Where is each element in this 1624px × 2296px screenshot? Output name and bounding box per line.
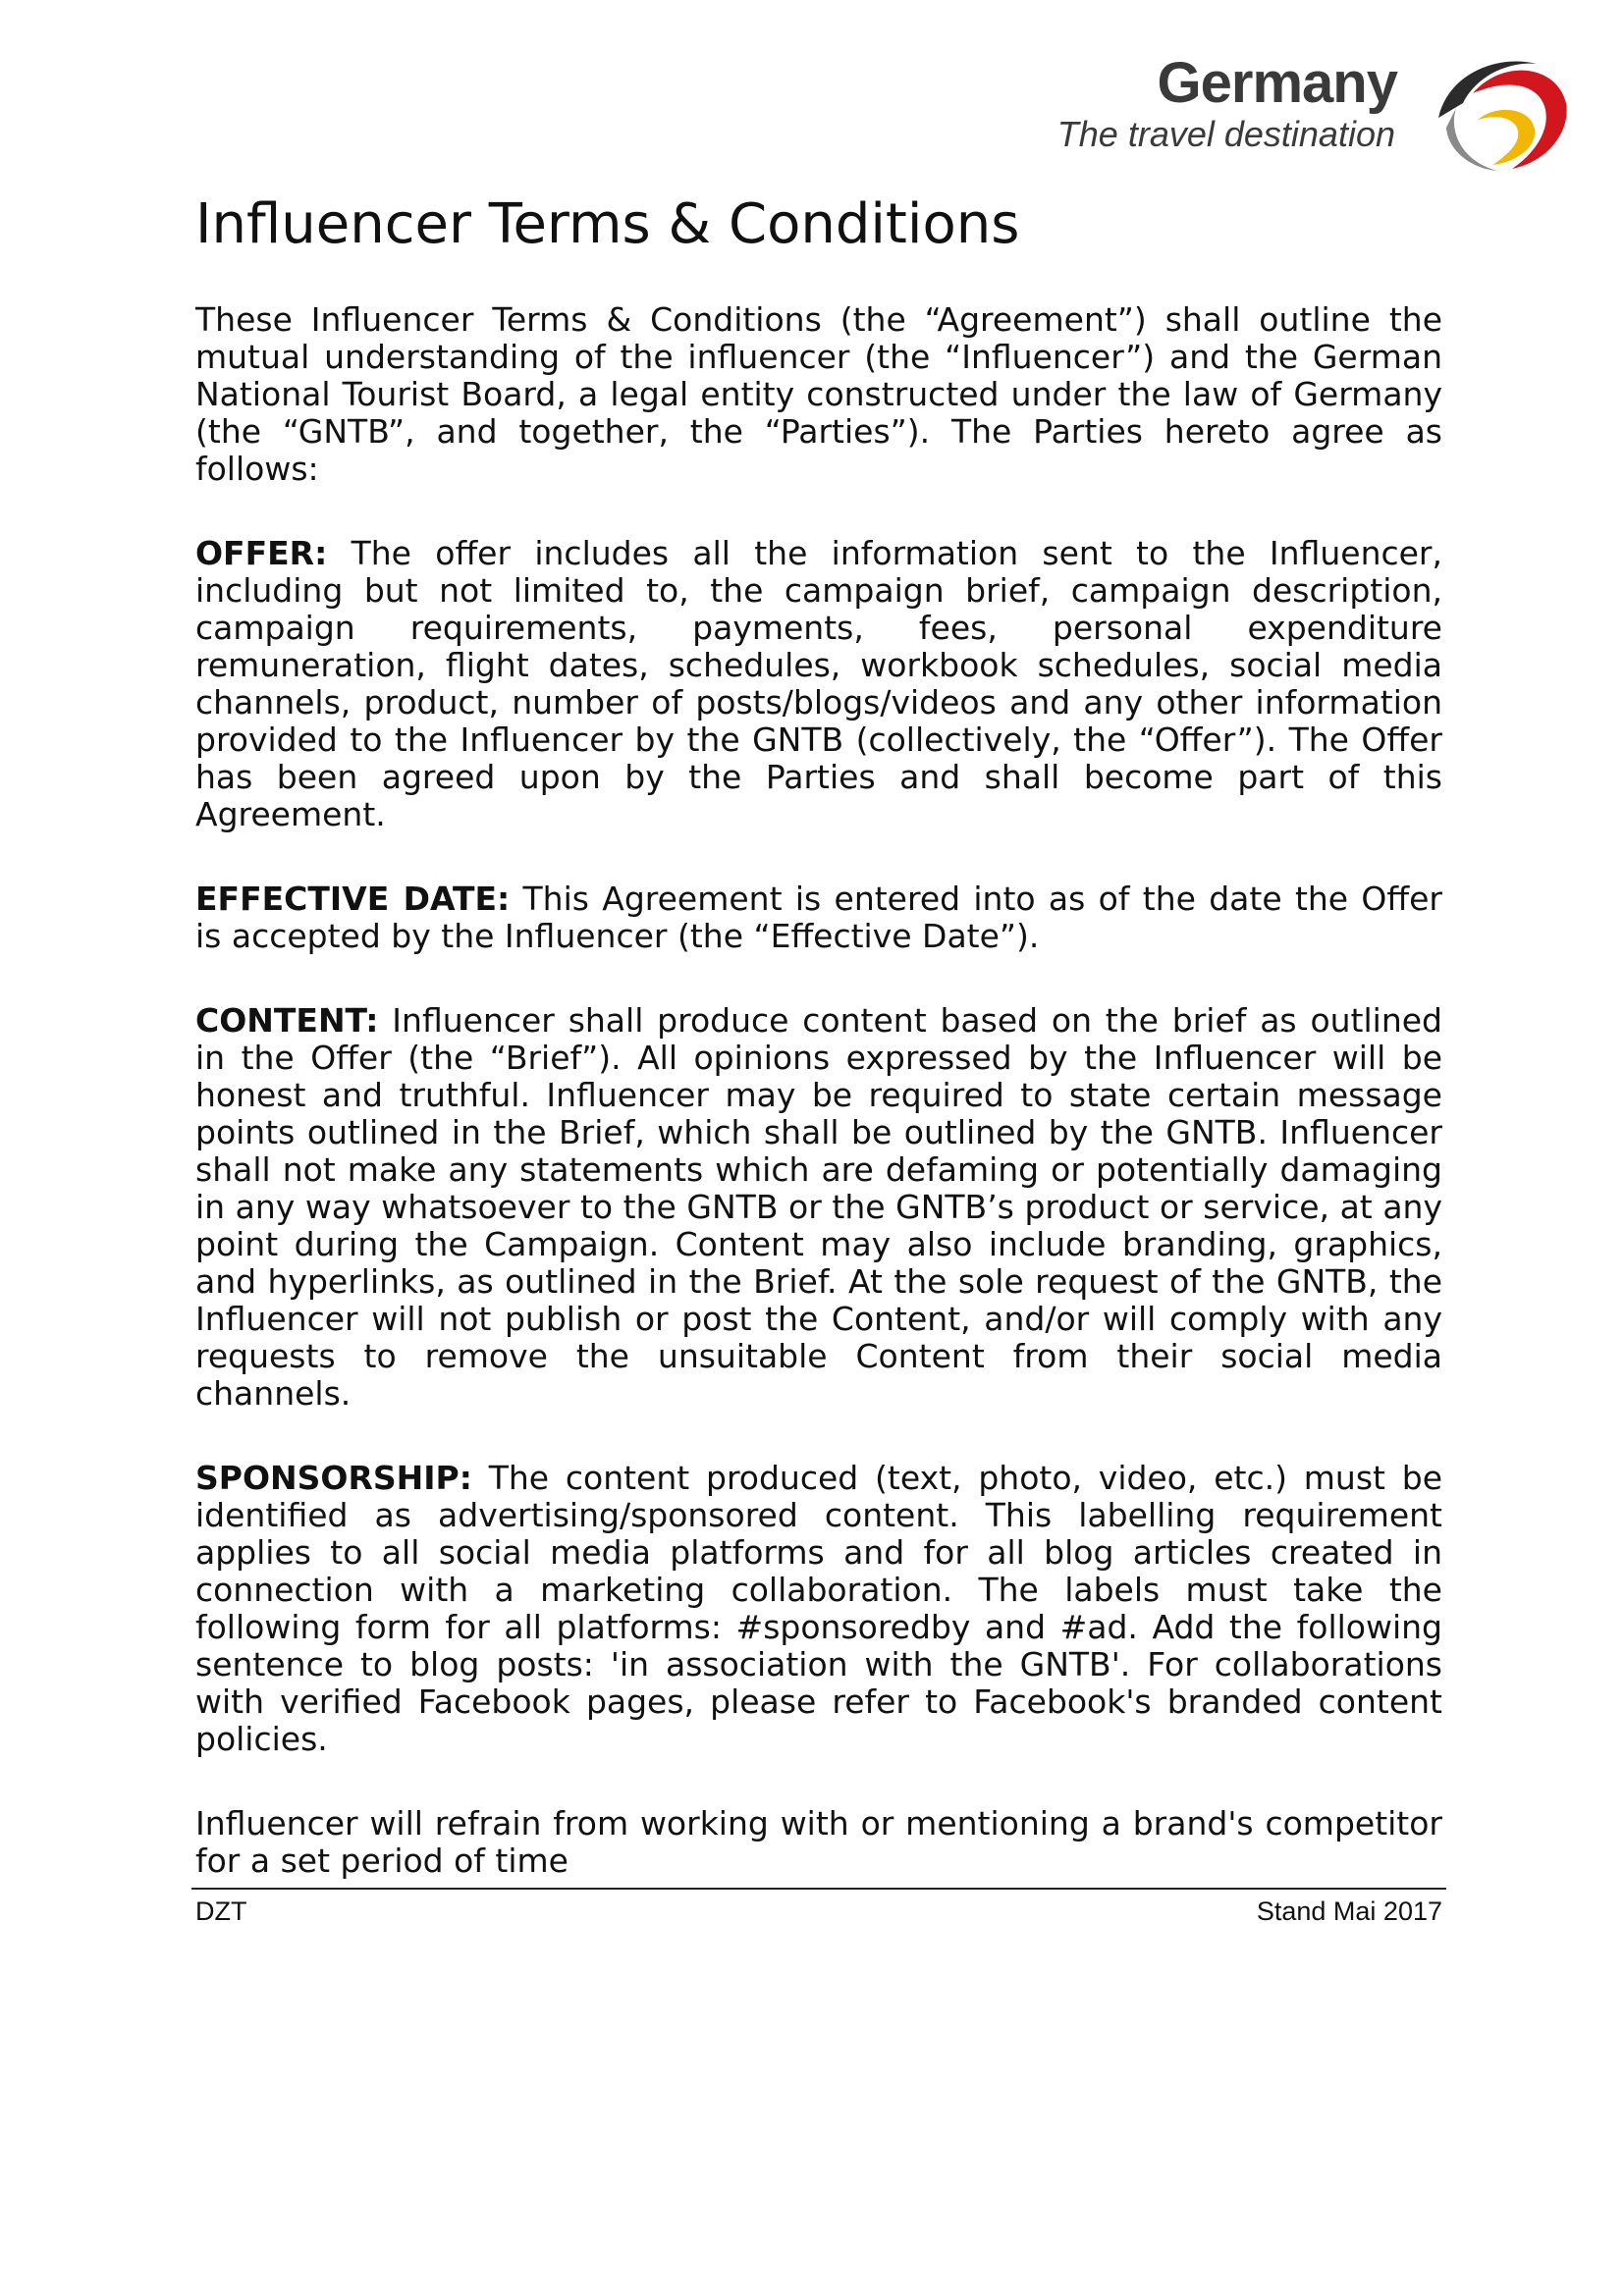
section-text: Influencer shall produce content based on the brief as outlined in the Offer (the “Brief”). All opinions expressed by the Influencer will be honest and truthful. Influencer may be required to state certain message points outlined in the Brief, which shall be outlined by the GNTB. Influencer shall not make any statements which are defaming or potentially damaging in any way whatsoever to the GNTB or the GNTB’s product or service, at any point during the Campaign. Content may also include branding, graphics, and hyperlinks, as outlined in the Brief. At the sole request of the GNTB, the Influencer will not publish or post the Content, and/or will comply with any requests to remove the unsuitable Content from their social media channels.	[195, 1001, 1442, 1413]
germany-logo	[1056, 49, 1576, 177]
logo-tagline: The travel destination	[1056, 114, 1395, 154]
section-offer	[195, 535, 1442, 833]
footer-left-text: DZT	[195, 1896, 247, 1926]
footer-divider	[191, 1888, 1446, 1890]
section-effective-date	[195, 881, 1442, 955]
page-title: Influencer Terms & Conditions	[195, 192, 1020, 256]
section-sponsorship	[195, 1460, 1442, 1758]
section-text: The offer includes all the information sent to the Influencer, including but not limited to, the campaign brief, campaign description, campaign requirements, payments, fees, personal expenditure remuneration, flight dates, schedules, workbook schedules, social media channels, product, number of posts/blogs/videos and any other information provided to the Influencer by the GNTB (collectively, the “Offer”). The Offer has been agreed upon by the Parties and shall become part of this Agreement.	[195, 534, 1442, 833]
footer-right-text: Stand Mai 2017	[1256, 1896, 1442, 1926]
logo-wordmark: Germany	[1157, 51, 1397, 115]
section-heading: OFFER:	[195, 534, 328, 572]
section-text: This Agreement is entered into as of the date the Offer is accepted by the Influencer (the “Effective Date”).	[195, 880, 1442, 955]
section-heading: SPONSORSHIP:	[195, 1459, 472, 1497]
section-heading: EFFECTIVE DATE:	[195, 880, 511, 918]
section-content	[195, 1002, 1442, 1413]
document-body	[195, 301, 1442, 1927]
closing-paragraph: Influencer will refrain from working with or mentioning a brand's competitor for a set period of time	[195, 1804, 1442, 1880]
section-heading: CONTENT:	[195, 1001, 379, 1040]
swirl-logo-icon	[1419, 49, 1576, 177]
intro-paragraph: These Influencer Terms & Conditions (the “Agreement”) shall outline the mutual understanding of the influencer (the “Influencer”) and the German National Tourist Board, a legal entity constructed under the law of Germany (the “GNTB”, and together, the “Parties”). The Parties hereto agree as follows:	[195, 300, 1442, 488]
section-text: The content produced (text, photo, video, etc.) must be identified as advertising/sponsored content. This labelling requirement applies to all social media platforms and for all blog articles created in connection with a marketing collaboration. The labels must take the following form for all platforms: #sponsoredby and #ad. Add the following sentence to blog posts: 'in association with the GNTB'. For collaborations with verified Facebook pages, please refer to Facebook's branded content policies.	[195, 1459, 1442, 1758]
